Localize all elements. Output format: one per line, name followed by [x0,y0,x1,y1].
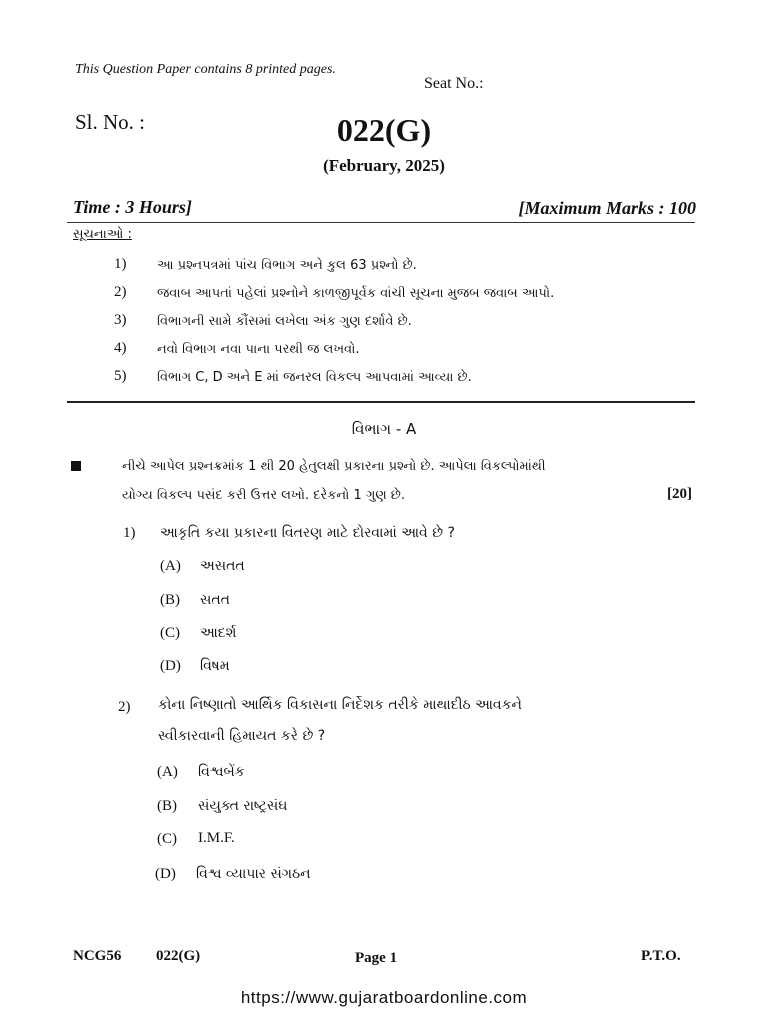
question-number: 1) [123,525,136,541]
option-text: વિશ્વ વ્યાપાર સંગઠન [196,866,311,882]
instruction-number: 4) [114,340,127,356]
option-letter: (B) [157,798,177,814]
option-text: I.M.F. [198,830,235,846]
instruction-number: 1) [114,256,127,272]
question-text: કોના નિષ્ણાતો આર્થિક વિકાસના નિર્દેશક તરીકે માથાદીઠ આવકને [158,697,522,713]
section-title: વિભાગ - A [351,420,417,438]
footer-pto: P.T.O. [641,948,681,964]
option-text: સંયુક્ત રાષ્ટ્રસંઘ [198,798,288,814]
instruction-text: વિભાગની સામે કૌંસમાં લખેલા અંક ગુણ દર્શાવે છે. [157,314,412,329]
section-instruction-line2: યોગ્ય વિકલ્પ પસંદ કરી ઉત્તર લખો. દરેકનો 1 ગુણ છે. [122,488,405,503]
footer-page-number: Page 1 [355,950,398,966]
instruction-text: નવો વિભાગ નવા પાના પરથી જ લખવો. [157,342,360,357]
instruction-number: 5) [114,368,127,384]
header-divider [67,222,695,223]
option-text: સતત [200,592,230,608]
option-text: અસતત [200,558,245,574]
option-text: વિશ્વબેંક [198,764,245,780]
instruction-text: વિભાગ C, D અને E માં જનરલ વિકલ્પ આપવામાં આવ્યા છે. [157,370,472,385]
instruction-number: 2) [114,284,127,300]
serial-number-label: Sl. No. : [75,110,146,134]
footer-series-code: NCG56 [73,948,122,964]
seat-number-label: Seat No.: [424,75,484,92]
option-letter: (D) [160,658,181,674]
section-instruction-line1: નીચે આપેલ પ્રશ્નક્રમાંક 1 થી 20 હેતુલક્ષી પ્રકારના પ્રશ્નો છે. આપેલા વિકલ્પોમાંથી [122,459,546,474]
instruction-text: આ પ્રશ્નપત્રમાં પાંચ વિભાગ અને કુલ 63 પ્રશ્નો છે. [157,258,417,273]
section-marks: [20] [667,486,692,502]
instruction-number: 3) [114,312,127,328]
option-text: આદર્શ [200,625,237,641]
maximum-marks: [Maximum Marks : 100 [518,198,696,218]
question-text-continued: સ્વીકારવાની હિમાયત કરે છે ? [158,728,326,744]
question-text: આકૃતિ કયા પ્રકારના વિતરણ માટે દોરવામાં આવે છે ? [160,525,455,541]
exam-date: (February, 2025) [323,156,445,175]
website-url: https://www.gujaratboardonline.com [240,988,528,1007]
option-text: વિષમ [200,658,230,674]
exam-time: Time : 3 Hours] [73,197,192,217]
paper-code: 022(G) [336,112,432,148]
option-letter: (A) [160,558,181,574]
option-letter: (A) [157,764,178,780]
instructions-heading: સૂચનાઓ : [73,227,132,242]
footer-paper-code: 022(G) [156,948,201,964]
instruction-text: જવાબ આપતાં પહેલાં પ્રશ્નોને કાળજીપૂર્વક વાંચી સૂચના મુજબ જવાબ આપો. [157,286,555,301]
instructions-divider [67,401,695,403]
option-letter: (C) [157,831,177,847]
option-letter: (C) [160,625,180,641]
square-bullet-icon [71,461,81,471]
option-letter: (B) [160,592,180,608]
option-letter: (D) [155,866,176,882]
pages-note: This Question Paper contains 8 printed pages. [75,62,336,77]
question-number: 2) [118,699,131,715]
